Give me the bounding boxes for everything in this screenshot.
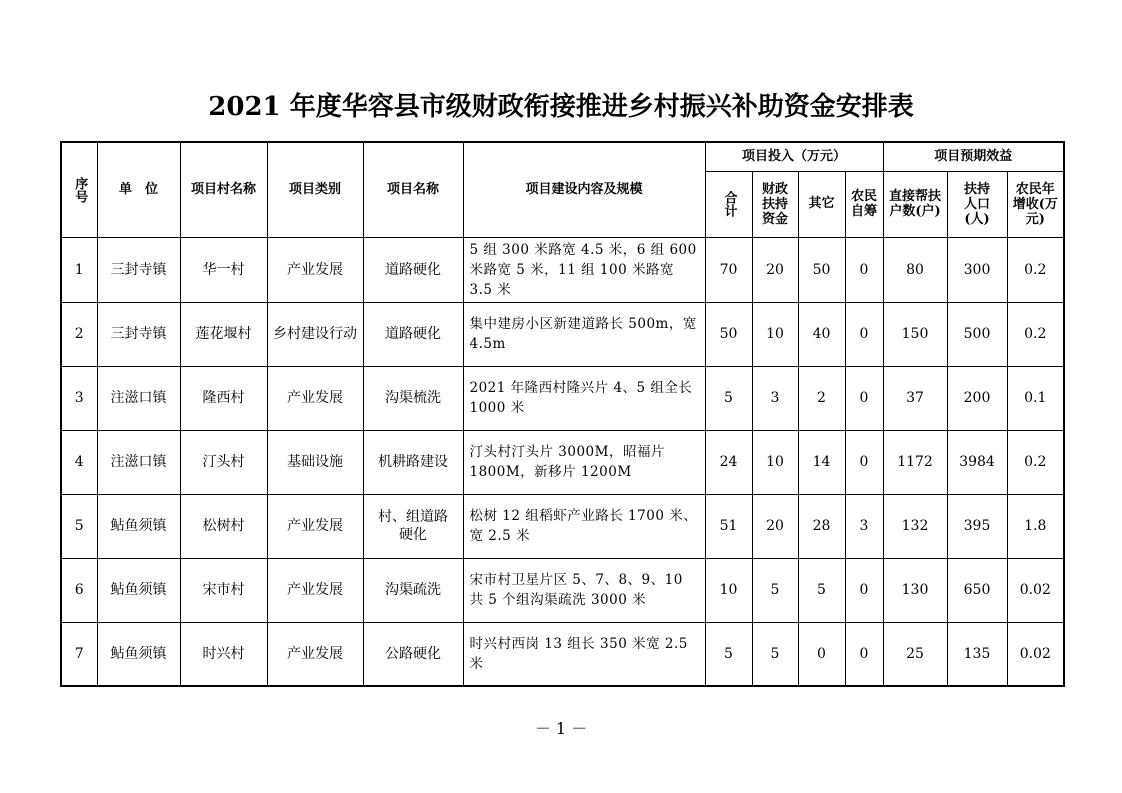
- cell-seq: 1: [61, 237, 97, 302]
- cell-total: 51: [705, 494, 752, 558]
- cell-project: 公路硬化: [363, 622, 463, 686]
- cell-income: 0.02: [1007, 622, 1064, 686]
- cell-fiscal: 20: [752, 237, 798, 302]
- cell-total: 5: [705, 622, 752, 686]
- cell-seq: 3: [61, 366, 97, 430]
- cell-other: 5: [798, 558, 845, 622]
- cell-fiscal: 20: [752, 494, 798, 558]
- cell-fiscal: 10: [752, 302, 798, 366]
- table-row: [61, 622, 1064, 686]
- cell-households: 1172: [883, 430, 947, 494]
- cell-households: 80: [883, 237, 947, 302]
- table-row: [61, 558, 1064, 622]
- cell-category: 产业发展: [267, 494, 363, 558]
- cell-unit: 注滋口镇: [97, 366, 180, 430]
- cell-farmer: 0: [845, 302, 883, 366]
- funding-table: [60, 141, 1065, 687]
- header-fiscal: 财政扶持资金: [752, 171, 798, 237]
- cell-content: 宋市村卫星片区 5、7、8、9、10 共 5 个组沟渠疏洗 3000 米: [463, 558, 705, 622]
- header-project-name: 项目名称: [363, 142, 463, 237]
- header-category: 项目类别: [267, 142, 363, 237]
- cell-village: 隆西村: [180, 366, 267, 430]
- cell-village: 汀头村: [180, 430, 267, 494]
- cell-category: 产业发展: [267, 237, 363, 302]
- cell-households: 130: [883, 558, 947, 622]
- cell-content: 汀头村汀头片 3000M，昭福片 1800M，新移片 1200M: [463, 430, 705, 494]
- cell-project: 村、组道路硬化: [363, 494, 463, 558]
- cell-other: 40: [798, 302, 845, 366]
- cell-project: 道路硬化: [363, 302, 463, 366]
- cell-other: 0: [798, 622, 845, 686]
- table-row: [61, 302, 1064, 366]
- table-row: [61, 366, 1064, 430]
- header-households: 直接帮扶户数(户): [883, 171, 947, 237]
- header-benefit-group: 项目预期效益: [883, 142, 1064, 171]
- cell-category: 产业发展: [267, 366, 363, 430]
- cell-unit: 鲇鱼须镇: [97, 622, 180, 686]
- header-total: 合计: [705, 171, 752, 237]
- cell-content: 5 组 300 米路宽 4.5 米，6 组 600 米路宽 5 米，11 组 100 米路宽 3.5 米: [463, 237, 705, 302]
- cell-unit: 三封寺镇: [97, 302, 180, 366]
- cell-seq: 6: [61, 558, 97, 622]
- cell-population: 135: [947, 622, 1007, 686]
- cell-other: 14: [798, 430, 845, 494]
- cell-total: 50: [705, 302, 752, 366]
- cell-population: 650: [947, 558, 1007, 622]
- cell-total: 24: [705, 430, 752, 494]
- cell-seq: 5: [61, 494, 97, 558]
- cell-population: 300: [947, 237, 1007, 302]
- cell-farmer: 0: [845, 622, 883, 686]
- cell-farmer: 0: [845, 237, 883, 302]
- cell-category: 产业发展: [267, 622, 363, 686]
- table-row: [61, 494, 1064, 558]
- cell-project: 道路硬化: [363, 237, 463, 302]
- cell-project: 机耕路建设: [363, 430, 463, 494]
- header-content: 项目建设内容及规模: [463, 142, 705, 237]
- cell-seq: 7: [61, 622, 97, 686]
- header-income: 农民年增收(万元): [1007, 171, 1064, 237]
- cell-population: 395: [947, 494, 1007, 558]
- cell-village: 莲花堰村: [180, 302, 267, 366]
- header-unit: 单 位: [97, 142, 180, 237]
- cell-total: 5: [705, 366, 752, 430]
- cell-population: 500: [947, 302, 1007, 366]
- cell-category: 产业发展: [267, 558, 363, 622]
- cell-project: 沟渠梳洗: [363, 366, 463, 430]
- cell-income: 0.1: [1007, 366, 1064, 430]
- cell-fiscal: 5: [752, 622, 798, 686]
- cell-income: 0.02: [1007, 558, 1064, 622]
- table-row: [61, 430, 1064, 494]
- cell-income: 0.2: [1007, 302, 1064, 366]
- cell-other: 28: [798, 494, 845, 558]
- cell-unit: 鲇鱼须镇: [97, 558, 180, 622]
- header-farmer: 农民自筹: [845, 171, 883, 237]
- header-seq: 序号: [61, 142, 97, 237]
- cell-category: 乡村建设行动: [267, 302, 363, 366]
- document-title: 2021 年度华容县市级财政衔接推进乡村振兴补助资金安排表: [208, 92, 914, 122]
- cell-unit: 注滋口镇: [97, 430, 180, 494]
- cell-population: 200: [947, 366, 1007, 430]
- cell-content: 松树 12 组稻虾产业路长 1700 米、宽 2.5 米: [463, 494, 705, 558]
- cell-farmer: 0: [845, 558, 883, 622]
- cell-seq: 2: [61, 302, 97, 366]
- cell-income: 0.2: [1007, 430, 1064, 494]
- cell-village: 宋市村: [180, 558, 267, 622]
- header-population: 扶持人口(人): [947, 171, 1007, 237]
- cell-content: 时兴村西岗 13 组长 350 米宽 2.5 米: [463, 622, 705, 686]
- cell-category: 基础设施: [267, 430, 363, 494]
- cell-unit: 三封寺镇: [97, 237, 180, 302]
- cell-village: 松树村: [180, 494, 267, 558]
- cell-households: 132: [883, 494, 947, 558]
- header-investment-group: 项目投入（万元）: [705, 142, 883, 171]
- page-number: － 1 －: [534, 719, 588, 738]
- cell-households: 37: [883, 366, 947, 430]
- table-row: [61, 237, 1064, 302]
- cell-total: 10: [705, 558, 752, 622]
- cell-population: 3984: [947, 430, 1007, 494]
- cell-village: 华一村: [180, 237, 267, 302]
- cell-project: 沟渠疏洗: [363, 558, 463, 622]
- cell-income: 1.8: [1007, 494, 1064, 558]
- header-other: 其它: [798, 171, 845, 237]
- cell-households: 150: [883, 302, 947, 366]
- cell-content: 集中建房小区新建道路长 500m，宽 4.5m: [463, 302, 705, 366]
- cell-farmer: 3: [845, 494, 883, 558]
- cell-total: 70: [705, 237, 752, 302]
- cell-fiscal: 5: [752, 558, 798, 622]
- cell-content: 2021 年隆西村隆兴片 4、5 组全长 1000 米: [463, 366, 705, 430]
- cell-farmer: 0: [845, 430, 883, 494]
- cell-income: 0.2: [1007, 237, 1064, 302]
- cell-fiscal: 3: [752, 366, 798, 430]
- cell-other: 50: [798, 237, 845, 302]
- cell-fiscal: 10: [752, 430, 798, 494]
- cell-unit: 鲇鱼须镇: [97, 494, 180, 558]
- cell-households: 25: [883, 622, 947, 686]
- cell-farmer: 0: [845, 366, 883, 430]
- cell-village: 时兴村: [180, 622, 267, 686]
- header-village: 项目村名称: [180, 142, 267, 237]
- cell-seq: 4: [61, 430, 97, 494]
- cell-other: 2: [798, 366, 845, 430]
